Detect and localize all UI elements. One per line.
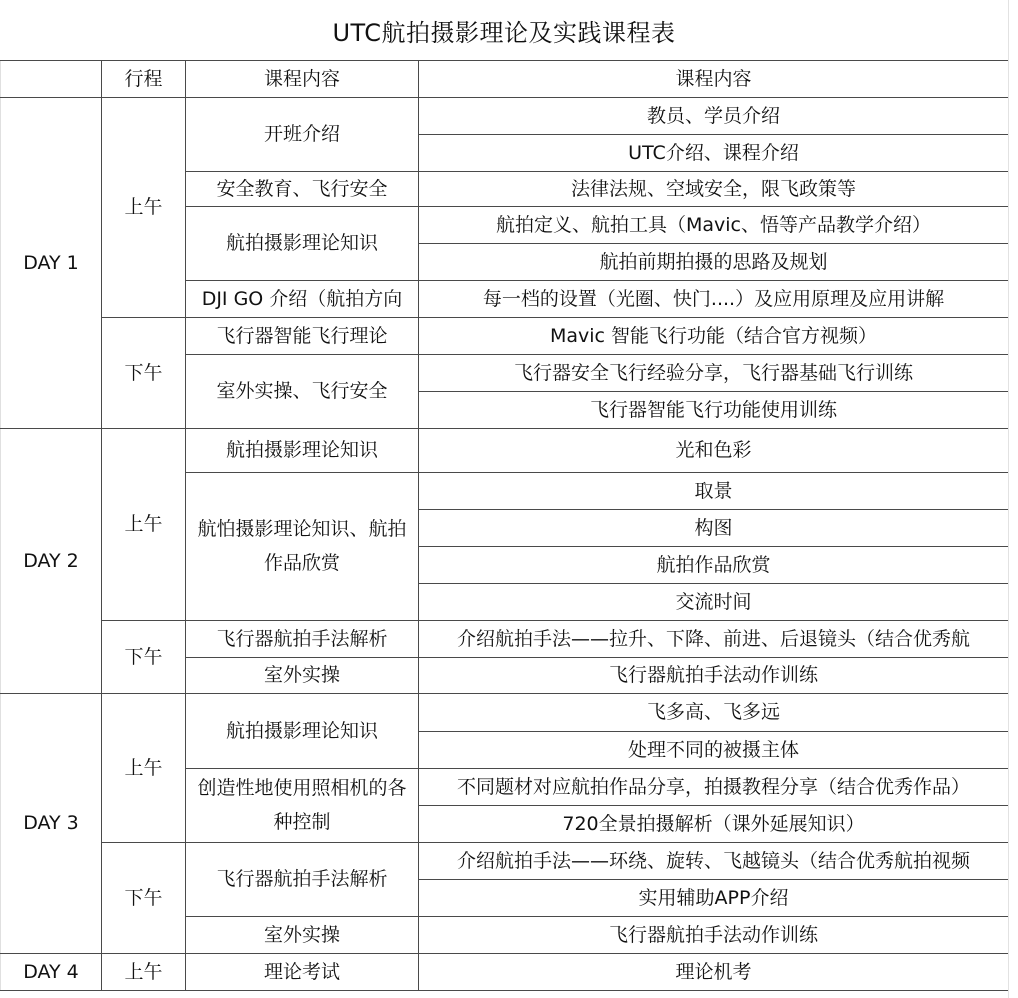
content-cell: 实用辅助APP介绍 bbox=[419, 880, 1009, 917]
content-cell: 交流时间 bbox=[419, 584, 1009, 621]
topic-cell: 航拍摄影理论知识 bbox=[186, 429, 419, 473]
day-label: DAY 1 bbox=[1, 98, 102, 429]
session-label: 下午 bbox=[102, 621, 186, 694]
content-cell: 理论机考 bbox=[419, 954, 1009, 991]
header-row bbox=[1, 61, 1009, 98]
session-label: 上午 bbox=[102, 694, 186, 843]
day-label: DAY 3 bbox=[1, 694, 102, 954]
content-cell: 飞行器航拍手法动作训练 bbox=[419, 658, 1009, 694]
session-label: 上午 bbox=[102, 954, 186, 991]
content-cell: 航拍前期拍摄的思路及规划 bbox=[419, 244, 1009, 281]
content-cell: 不同题材对应航拍作品分享，拍摄教程分享（结合优秀作品） bbox=[419, 769, 1009, 806]
topic-cell: 飞行器航拍手法解析 bbox=[186, 843, 419, 917]
table-row bbox=[1, 621, 1009, 658]
content-cell: 飞行器安全飞行经验分享，飞行器基础飞行训练 bbox=[419, 355, 1009, 392]
topic-cell: 创造性地使用照相机的各种控制 bbox=[186, 769, 419, 843]
topic-cell: 理论考试 bbox=[186, 954, 419, 991]
header-content: 课程内容 bbox=[419, 61, 1009, 98]
content-cell: 飞行器航拍手法动作训练 bbox=[419, 917, 1009, 954]
content-cell: 处理不同的被摄主体 bbox=[419, 732, 1009, 769]
content-cell: 介绍航拍手法——拉升、下降、前进、后退镜头（结合优秀航 bbox=[419, 621, 1009, 658]
topic-cell: 飞行器航拍手法解析 bbox=[186, 621, 419, 658]
topic-cell: 开班介绍 bbox=[186, 98, 419, 172]
topic-cell: 航拍摄影理论知识 bbox=[186, 694, 419, 769]
content-cell: 介绍航拍手法——环绕、旋转、飞越镜头（结合优秀航拍视频 bbox=[419, 843, 1009, 880]
content-cell: UTC介绍、课程介绍 bbox=[419, 135, 1009, 172]
content-cell: 取景 bbox=[419, 473, 1009, 510]
content-cell: 720全景拍摄解析（课外延展知识） bbox=[419, 806, 1009, 843]
sheet-edge bbox=[1008, 0, 1018, 998]
header-day-cell bbox=[1, 61, 102, 98]
topic-cell: DJI GO 介绍（航拍方向 bbox=[186, 281, 419, 318]
table-row bbox=[1, 954, 1009, 991]
table-row bbox=[1, 843, 1009, 880]
content-cell: 飞多高、飞多远 bbox=[419, 694, 1009, 732]
topic-cell: 航怕摄影理论知识、航拍作品欣赏 bbox=[186, 473, 419, 621]
content-cell: 构图 bbox=[419, 510, 1009, 547]
header-topic: 课程内容 bbox=[186, 61, 419, 98]
topic-cell: 室外实操、飞行安全 bbox=[186, 355, 419, 429]
content-cell: 光和色彩 bbox=[419, 429, 1009, 473]
table-row bbox=[1, 429, 1009, 473]
session-label: 上午 bbox=[102, 429, 186, 621]
table-row bbox=[1, 318, 1009, 355]
session-label: 下午 bbox=[102, 318, 186, 429]
header-session: 行程 bbox=[102, 61, 186, 98]
topic-cell: 安全教育、飞行安全 bbox=[186, 172, 419, 207]
content-cell: Mavic 智能飞行功能（结合官方视频） bbox=[419, 318, 1009, 355]
content-cell: 航拍作品欣赏 bbox=[419, 547, 1009, 584]
day-label: DAY 4 bbox=[1, 954, 102, 991]
topic-cell: 室外实操 bbox=[186, 658, 419, 694]
topic-cell: 航拍摄影理论知识 bbox=[186, 207, 419, 281]
schedule-table bbox=[0, 60, 1009, 991]
content-cell: 每一档的设置（光圈、快门....）及应用原理及应用讲解 bbox=[419, 281, 1009, 318]
content-cell: 航拍定义、航拍工具（Mavic、悟等产品教学介绍） bbox=[419, 207, 1009, 244]
content-cell: 法律法规、空域安全，限飞政策等 bbox=[419, 172, 1009, 207]
page-title: UTC航拍摄影理论及实践课程表 bbox=[0, 0, 1009, 61]
session-label: 下午 bbox=[102, 843, 186, 954]
topic-cell: 飞行器智能飞行理论 bbox=[186, 318, 419, 355]
session-label: 上午 bbox=[102, 98, 186, 318]
day-label: DAY 2 bbox=[1, 429, 102, 694]
table-row bbox=[1, 694, 1009, 732]
content-cell: 飞行器智能飞行功能使用训练 bbox=[419, 392, 1009, 429]
content-cell: 教员、学员介绍 bbox=[419, 98, 1009, 135]
table-row bbox=[1, 98, 1009, 135]
topic-cell: 室外实操 bbox=[186, 917, 419, 954]
